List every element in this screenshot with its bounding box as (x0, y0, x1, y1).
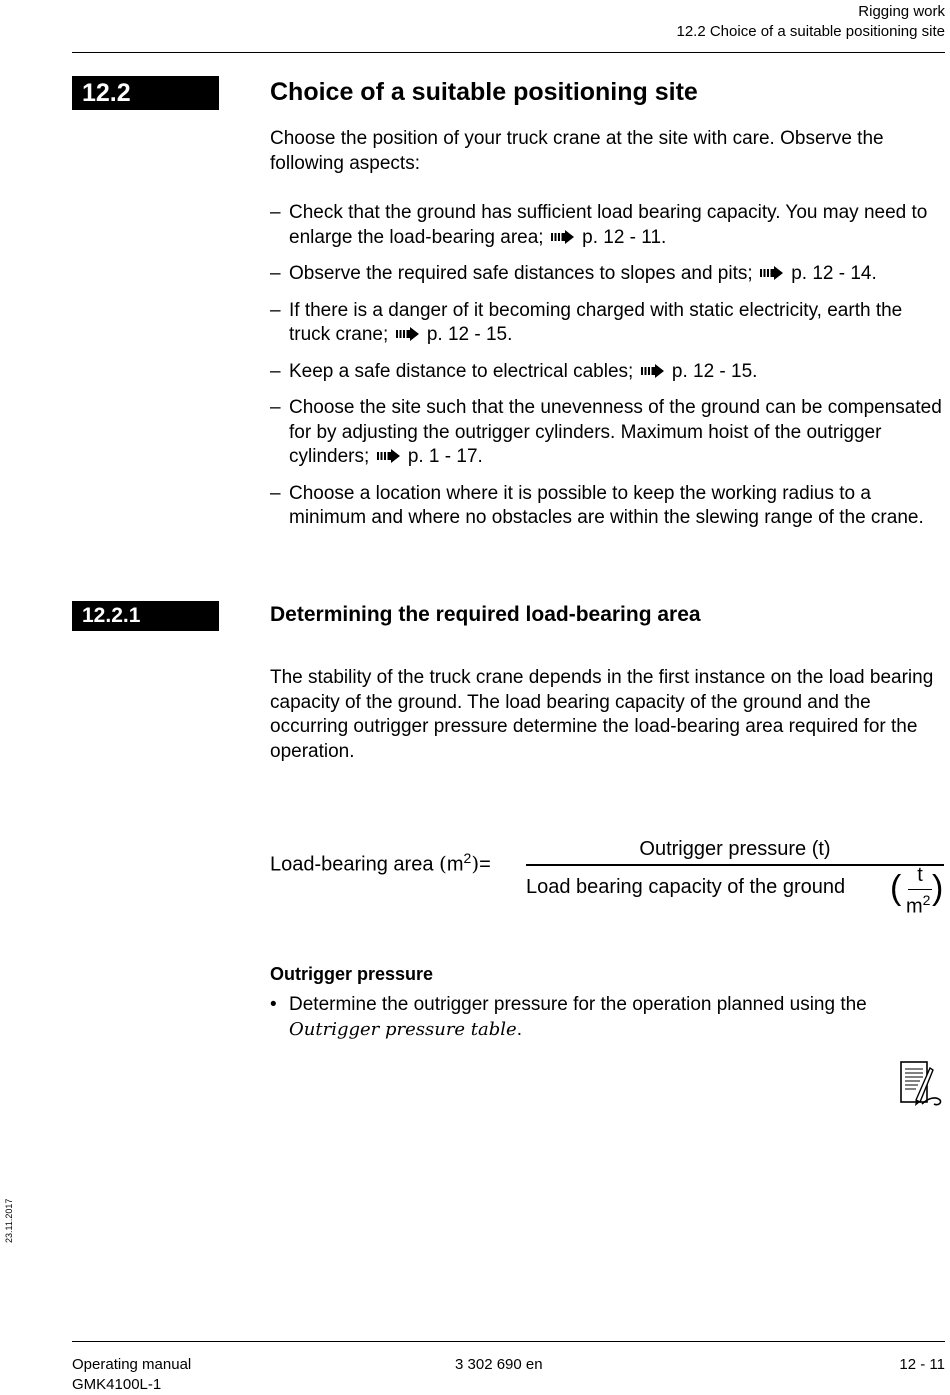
formula-lhs-label: Load-bearing area (270, 853, 434, 876)
footer-doc-type: Operating manual (72, 1356, 192, 1373)
table-reference-icon (898, 1060, 944, 1108)
fraction-bar (526, 864, 944, 866)
outrigger-bullet: • Determine the outrigger pressure for the operation planned using the Outrigger pressure table. (270, 994, 867, 1040)
formula-numerator: Outrigger pressure (t) (639, 838, 831, 860)
formula-lhs-unit: m (446, 853, 464, 876)
formula-lhs: Load-bearing area $(m^2)=$ (270, 850, 491, 876)
page-reference-link[interactable]: p. 12 - 11. (582, 226, 667, 248)
formula-unit-numerator: t (917, 864, 923, 886)
page-reference-link[interactable]: p. 12 - 14. (791, 263, 877, 284)
page-reference-link[interactable]: p. 12 - 15. (671, 360, 758, 382)
list-item: – Choose a location where it is possible to keep the working radius to a minimum and where no obstacles are within the slewing range of the crane. (270, 482, 924, 528)
list-item-text: Keep a safe distance to electrical cables; (289, 360, 634, 382)
section-number: 12.2 (72, 76, 219, 110)
list-item: – Choose the site such that the unevenness of the ground can be compensated for by adjusting the outrigger cylinders. Maximum hoist of the outrigger cylinders; p. 1 - 17. (270, 397, 942, 467)
footer-page-number: 12 - 11 (899, 1356, 945, 1373)
unit-fraction-bar (908, 889, 932, 890)
formula-unit-denominator: m (906, 895, 923, 918)
cross-reference-arrow-icon (641, 364, 665, 378)
outrigger-bullet-text: Determine the outrigger pressure for the operation planned using the (289, 994, 867, 1015)
list-item: – Check that the ground has sufficient load bearing capacity. You may need to enlarge the load-bearing area; p. 12 - 11. (270, 202, 928, 248)
footer-model: GMK4100L-1 (72, 1376, 162, 1393)
formula-equals: = (479, 853, 491, 876)
formula-lhs-exponent: 2 (463, 850, 472, 866)
cross-reference-arrow-icon (760, 266, 784, 280)
section-title: Choice of a suitable positioning site (270, 78, 698, 106)
subsection-title: Determining the required load-bearing area (270, 603, 701, 626)
list-item-text: Check that the ground has sufficient load bearing capacity. You may need to enlarge the load-bearing area; (289, 202, 928, 248)
subsection-number: 12.2.1 (72, 601, 219, 631)
list-item: – Observe the required safe distances to slopes and pits; p. 12 - 14. (270, 263, 877, 284)
list-item-text: Observe the required safe distances to slopes and pits; (289, 263, 753, 284)
page-reference-link[interactable]: p. 12 - 15. (426, 324, 513, 345)
aspects-list (270, 201, 946, 543)
header-chapter: Rigging work (858, 3, 945, 20)
cross-reference-arrow-icon (396, 327, 420, 341)
footer-divider (72, 1341, 945, 1342)
outrigger-heading: Outrigger pressure (270, 964, 434, 984)
cross-reference-arrow-icon (551, 230, 575, 244)
list-item-text: If there is a danger of it becoming charged with static electricity, earth the truck crane; (289, 299, 903, 345)
formula-denominator: Load bearing capacity of the ground (526, 876, 846, 898)
section-intro: Choose the position of your truck crane at the site with care. Observe the following aspects: (270, 128, 884, 174)
footer-doc-number: 3 302 690 en (455, 1356, 543, 1373)
list-item: – If there is a danger of it becoming charged with static electricity, earth the truck crane; p. 12 - 15. (270, 299, 903, 345)
load-bearing-area-formula (270, 838, 946, 928)
page-reference-link[interactable]: p. 1 - 17. (407, 446, 483, 467)
subsection-intro: The stability of the truck crane depends in the first instance on the load bearing capacity of the ground. The load bearing capacity of the ground and the occurring outrigger pressure determine the load-bearing area required for the operation. (270, 667, 934, 762)
header-divider (72, 52, 945, 53)
outrigger-table-reference: Outrigger pressure table (289, 1018, 517, 1040)
cross-reference-arrow-icon (377, 449, 401, 463)
header-section: 12.2 Choice of a suitable positioning site (676, 23, 945, 40)
formula-unit-exponent: 2 (922, 892, 931, 908)
list-item-text: Choose the site such that the unevenness of the ground can be compensated for by adjusting the outrigger cylinders. Maximum hoist of the outrigger cylinders; (289, 397, 942, 467)
side-date: 23.11.2017 (4, 1198, 14, 1243)
bullet-dot: • (270, 994, 277, 1015)
list-item-text: Choose a location where it is possible to keep the working radius to a minimum and where no obstacles are within the slewing range of the crane. (289, 482, 924, 528)
list-item: – Keep a safe distance to electrical cables; p. 12 - 15. (270, 360, 758, 382)
formula-unit: ( t $m^2$ ) (890, 864, 944, 918)
